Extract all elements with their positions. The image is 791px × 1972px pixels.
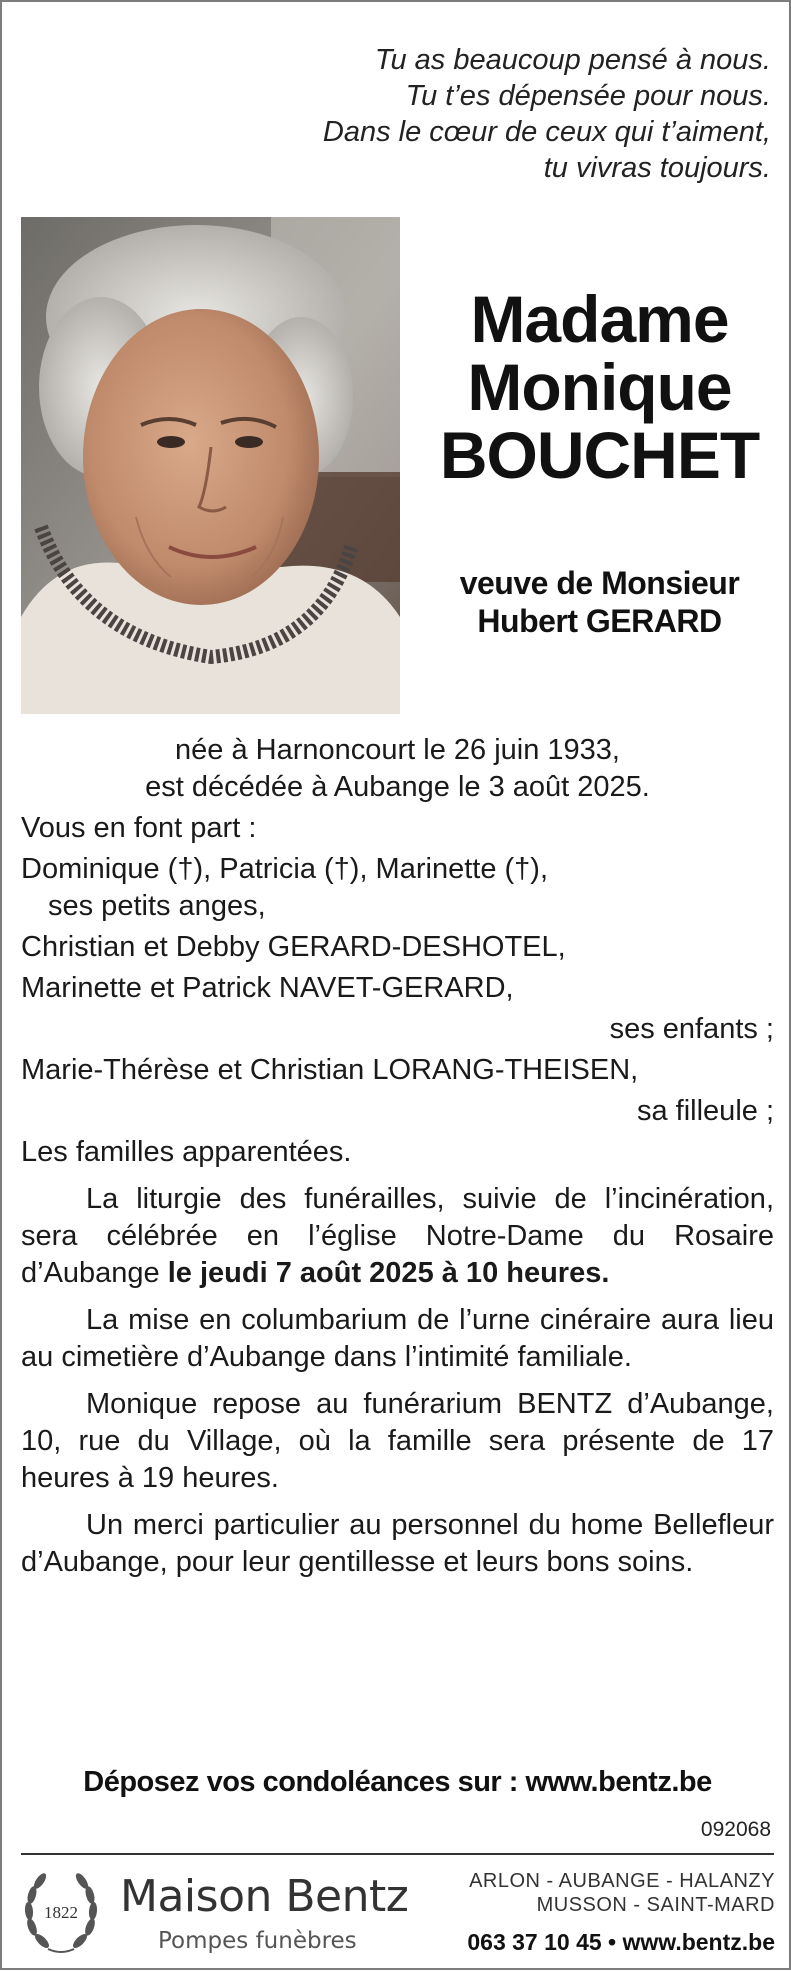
family-line: Marie-Thérèse et Christian LORANG-THEISEN, bbox=[21, 1054, 639, 1086]
contact-info[interactable]: 063 37 10 45 • www.bentz.be bbox=[467, 1929, 775, 1955]
spouse-line: veuve de Monsieur bbox=[459, 565, 740, 601]
liturgy-text: La liturgie des funérailles, suivie de l’incinération, sera célébrée en l’église Notre-Dame du Rosaire d’Aubange bbox=[21, 1183, 774, 1289]
name-title: Madame bbox=[470, 282, 729, 356]
spouse-name: Hubert GERARD bbox=[477, 603, 722, 639]
locations-line: ARLON - AUBANGE - HALANZY bbox=[469, 1870, 775, 1892]
family-role: sa filleule ; bbox=[636, 1095, 774, 1127]
locations bbox=[469, 1869, 775, 1917]
funeral-home-tagline: Pompes funèbres bbox=[158, 1928, 357, 1954]
liturgy-paragraph bbox=[21, 1181, 774, 1292]
funeral-home-footer bbox=[2, 1855, 791, 1972]
poem-line: Tu as beaucoup pensé à nous. bbox=[374, 44, 771, 76]
portrait-photo bbox=[21, 217, 400, 714]
name-first: Monique bbox=[467, 350, 732, 424]
poem-line: Dans le cœur de ceux qui t’aiment, bbox=[322, 116, 771, 148]
family-line: Les familles apparentées. bbox=[21, 1136, 352, 1168]
founding-year: 1822 bbox=[44, 1903, 78, 1922]
liturgy-date: le jeudi 7 août 2025 à 10 heures. bbox=[167, 1257, 610, 1289]
locations-line: MUSSON - SAINT-MARD bbox=[536, 1894, 775, 1916]
birth-line: née à Harnoncourt le 26 juin 1933, bbox=[175, 734, 620, 766]
condolences-link[interactable]: Déposez vos condoléances sur : www.bentz.be bbox=[83, 1766, 712, 1798]
deceased-name bbox=[422, 282, 777, 492]
columbarium-paragraph: La mise en columbarium de l’urne cinéraire aura lieu au cimetière d’Aubange dans l’intimité familiale. bbox=[21, 1304, 774, 1373]
thanks-paragraph: Un merci particulier au personnel du home Bellefleur d’Aubange, pour leur gentillesse et leurs bons soins. bbox=[21, 1509, 774, 1578]
spouse-info bbox=[422, 564, 777, 640]
poem-line: Tu t’es dépensée pour nous. bbox=[405, 80, 771, 112]
poem bbox=[323, 42, 771, 186]
poem-line: tu vivras toujours. bbox=[543, 152, 771, 184]
portrait-illustration bbox=[21, 217, 400, 714]
family-role: ses enfants ; bbox=[609, 1013, 774, 1045]
laurel-wreath-icon bbox=[20, 1865, 102, 1957]
name-last: BOUCHET bbox=[439, 418, 760, 492]
announcement-body bbox=[21, 732, 774, 1581]
reference-number: 092068 bbox=[700, 1818, 771, 1841]
family-line: Christian et Debby GERARD-DESHOTEL, bbox=[21, 931, 566, 963]
family-line: ses petits anges, bbox=[48, 890, 266, 922]
family-intro: Vous en font part : bbox=[21, 812, 257, 844]
family-line: Dominique (†), Patricia (†), Marinette (†), bbox=[21, 853, 548, 885]
family-line: Marinette et Patrick NAVET-GERARD, bbox=[21, 972, 514, 1004]
death-line: est décédée à Aubange le 3 août 2025. bbox=[145, 771, 650, 803]
funeral-home-name: Maison Bentz bbox=[120, 1871, 409, 1922]
repose-paragraph: Monique repose au funérarium BENTZ d’Aubange, 10, rue du Village, où la famille sera présente de 17 heures à 19 heures. bbox=[21, 1388, 774, 1494]
